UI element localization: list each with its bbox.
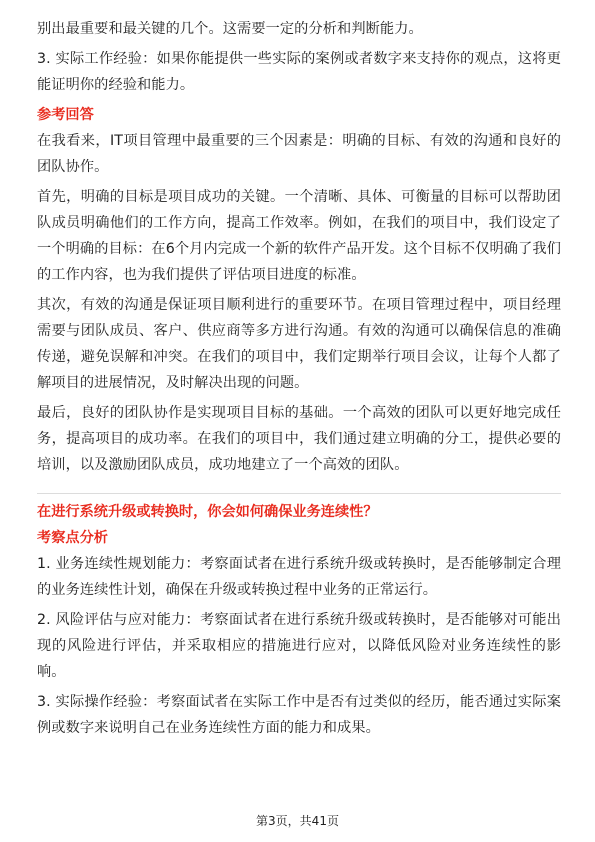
requirement-item: 3. 实际工作经验：如果你能提供一些实际的案例或者数字来支持你的观点，这将更能证明你的经验和能力。 [37, 51, 561, 93]
body-line: 别出最重要和最关键的几个。这需要一定的分析和判断能力。 [37, 21, 423, 37]
answer-paragraph: 最后，良好的团队协作是实现项目目标的基础。一个高效的团队可以更好地完成任务，提高项目的成功率。在我们的项目中，我们通过建立明确的分工，提供必要的培训，以及激励团队成员，成功地建立了一个高效的团队。 [37, 405, 561, 473]
document-page [37, 16, 561, 741]
analysis-item: 2. 风险评估与应对能力：考察面试者在进行系统升级或转换时，是否能够对可能出现的风险进行评估，并采取相应的措施进行应对，以降低风险对业务连续性的影响。 [37, 612, 561, 680]
answer-paragraph: 首先，明确的目标是项目成功的关键。一个清晰、具体、可衡量的目标可以帮助团队成员明确他们的工作方向，提高工作效率。例如，在我们的项目中，我们设定了一个明确的目标：在6个月内完成一个新的软件产品开发。这个目标不仅明确了我们的工作内容，也为我们提供了评估项目进度的标准。 [37, 189, 561, 283]
analysis-heading: 考察点分析 [37, 530, 108, 546]
analysis-item: 1. 业务连续性规划能力：考察面试者在进行系统升级或转换时，是否能够制定合理的业务连续性计划，确保在升级或转换过程中业务的正常运行。 [37, 556, 561, 598]
question-heading: 在进行系统升级或转换时，你会如何确保业务连续性？ [37, 504, 378, 520]
answer-paragraph: 其次，有效的沟通是保证项目顺利进行的重要环节。在项目管理过程中，项目经理需要与团队成员、客户、供应商等多方进行沟通。有效的沟通可以确保信息的准确传递，避免误解和冲突。在我们的项目中，我们定期举行项目会议，让每个人都了解项目的进展情况，及时解决出现的问题。 [37, 297, 561, 391]
page-number: 第3页，共41页 [256, 814, 339, 828]
answer-paragraph: 在我看来，IT项目管理中最重要的三个因素是：明确的目标、有效的沟通和良好的团队协作。 [37, 133, 561, 175]
section-divider [37, 493, 561, 494]
analysis-item: 3. 实际操作经验：考察面试者在实际工作中是否有过类似的经历，能否通过实际案例或数字来说明自己在业务连续性方面的能力和成果。 [37, 694, 561, 736]
reference-answer-heading: 参考回答 [37, 107, 94, 123]
